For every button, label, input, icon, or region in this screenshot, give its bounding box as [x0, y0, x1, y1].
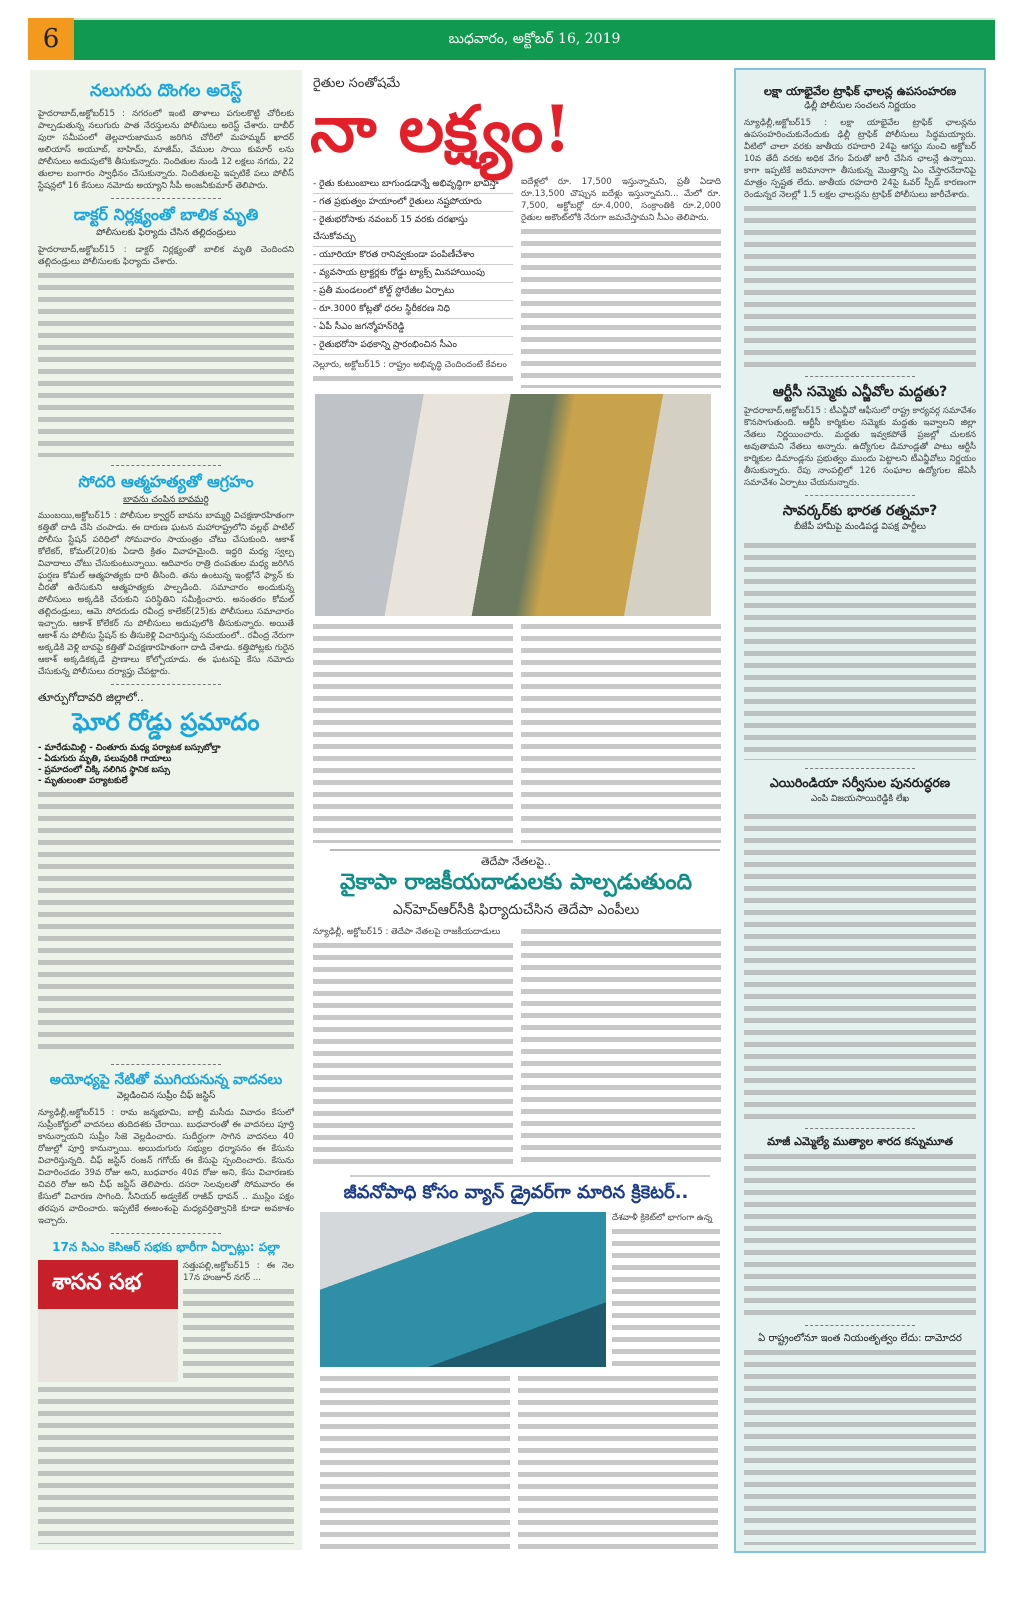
bullet-list	[38, 743, 294, 787]
lead-bullets	[313, 176, 513, 355]
divider	[350, 1175, 710, 1177]
divider	[805, 1325, 915, 1326]
story-kicker: తెదేపా నేతలపై..	[480, 854, 552, 868]
subheadline: ఎన్‌హెచ్ఆర్‌సీకి ఫిర్యాదుచేసిన తెదేపా ఎంపీలు	[392, 902, 640, 919]
story3-side-text	[612, 1212, 720, 1367]
center-column	[310, 76, 722, 1550]
divider	[805, 495, 915, 496]
article-body: హైదరాబాద్,అక్టోబర్15 : నగరంలో ఇంటి తాళాలు పగులకొట్టి చోరీలకు పాల్పడుతున్న నలుగురు పాత నేరస్తులను పోలీసులు అరెస్ట్ చేశారు. దాబీర్ పురా సమీపంలో తెల్లవారుజామున జరిగిన చోరీలో మహమ్మద్ ఖాదర్ అలియాస్ అయూబ్, బాహిమ్, మాజీమ్, వేముల సాయి కుమార్ లను పోలీసులు అదుపులోకి తీసుకున్నారు. నిందితుల నుండి 12 లక్షలు నగదు, 22 తులాల బంగారం స్వాధీనం చేసుకున్నారు. నిందితులపై ఇప్పటికే పలు పోలీస్ స్టేషన్లలో 16 కేసులు నమోదు అయ్యాని సీపీ అంజనీకుమార్ తెలిపారు.	[38, 109, 294, 192]
page-date: బుధవారం, అక్టోబర్ 16, 2019	[448, 31, 621, 47]
headline-kcr-meeting: 17న సిఎం కెసిఆర్ సభకు భారీగా ఏర్పాట్లు: పల్లా	[52, 1239, 280, 1254]
headline-former-mla: మాజీ ఎమ్మెల్యే ముత్యాల శారద కన్నుమూత	[767, 1135, 953, 1148]
article-text-lines	[744, 540, 976, 760]
article-body: హైదరాబాద్,అక్టోబర్15 : డాక్టర్ నిర్లక్ష్యంతో బాలిక మృతి చెందిందని తల్లిదండ్రులు పోలీసులకు ఫిర్యాదు చేశారు.	[38, 244, 294, 267]
divider	[805, 768, 915, 769]
lead-kicker: రైతుల సంతోషమే	[313, 76, 401, 91]
divider	[330, 849, 720, 851]
bullet-item: - యూరియా కొరత రానివ్వకుండా పంపిణీచేశాం	[313, 247, 513, 265]
headline-sister-suicide: సోదరి ఆత్మహత్యతో ఆగ్రహం	[78, 471, 254, 491]
van-driver-photo	[320, 1212, 606, 1367]
headline-ycp-attacks: వైకాపా రాజకీయదాడులకు పాల్పడుతుంది	[339, 869, 693, 895]
headline-damodara: ఏ రాష్ట్రంలోనూ ఇంత నియంతృత్వం లేదు: దామోదర	[758, 1332, 962, 1344]
headline-rtc-strike: ఆర్టీసీ సమ్మెకు ఎన్జీవోల మద్దతు?	[772, 383, 948, 400]
article-text-lines	[313, 940, 513, 1169]
kicker: తూర్పుగోదావరి జిల్లాలో..	[38, 691, 144, 705]
subheadline: వెల్లడించిన సుప్రీం చీఫ్ జస్టిస్	[116, 1091, 216, 1102]
subheadline: బీజేపీ హామీపై మండిపడ్డ విపక్ష పార్టీలు	[794, 522, 926, 533]
bullet-item: - గత ప్రభుత్వం హయాంలో రైతులు నష్టపోయారు	[313, 194, 513, 212]
lead-left-half	[313, 176, 513, 388]
article-body: న్యూఢిల్లీ,అక్టోబర్15 : లక్షా యాభైవేల ట్రాఫిక్ ఛాలన్లను ఉపసంహరించుకునేందుకు ఢిల్లీ ట్రాఫిక్ పోలీసులు సిద్ధమయ్యారు. వీటిలో చాలా వరకు జాతీయ రహదారి 24పై ఆగస్టు నుంచి అక్టోబర్ 10వ తేదీ వరకు అధిక వేగం పేరుతో జారీ చేసిన ఛాలన్లే ఉన్నాయి. కాగా ఇప్పటికే జరిమానాగా తీసుకున్న మొత్తాన్ని ఏం చేస్తారనేదానిపై మాత్రం స్పష్టత లేదు. జాతీయ రహదారి 24పై ఓవర్ స్పీడ్ కారణంగా రెండున్నర నెలల్లో 1.5 లక్షల ఛాలన్లను ట్రాఫిక్ పోలీసులు జారీచేశారు.	[744, 117, 976, 200]
story3-photo-row	[320, 1212, 722, 1367]
subheadline: పోలీసులకు ఫిర్యాదు చేసిన తల్లిదండ్రులు	[96, 227, 236, 238]
left-column	[30, 70, 302, 1550]
divider	[111, 1233, 221, 1234]
lead-article-body: ఐదేళ్లలో రూ. 17,500 ఇస్తున్నామని, ప్రతీ ఏడాది రూ.13,500 చొప్పున ఐదేళ్లు ఇస్తున్నామని... మేలో రూ. 7,500, అక్టోబర్లో రూ.4,000, సంక్రాంతికి రూ.2,000 రైతుల అకౌంట్‌లోకి నేరుగా జమచేస్తామని సీఎం తెలిపారు.	[521, 177, 721, 224]
bullet-item: - ప్రమాదంలో చిక్కి నలిగిన స్థానిక బస్సు	[38, 764, 171, 775]
bullet-item: - మారేడుమిల్లి - చింతూరు మధ్య పర్యాటక బస్సుబోల్తా	[38, 742, 221, 753]
bullet-item: - రూ.3000 కోట్లతో ధరల స్థిరీకరణ నిధి	[313, 301, 513, 319]
headline-cricketer-van-driver: జీవనోపాధి కోసం వ్యాన్ డ్రైవర్‌గా మారిన క్రికెటర్..	[343, 1181, 689, 1203]
article-text-lines	[744, 1347, 976, 1545]
bullet-item: - ఏపీ సీఎం జగన్మోహన్‌రెడ్డి	[313, 319, 513, 337]
lead-body-row	[310, 621, 722, 842]
article-text-lines	[38, 789, 294, 1057]
kcr-meeting-photo	[38, 1260, 178, 1382]
headline-ayodhya: అయోధ్యపై నేటితో ముగియనున్న వాదనలు	[49, 1072, 283, 1089]
article-body: హైదరాబాద్,అక్టోబర్15 : టీఎన్జీవో ఆఫీసులో రాష్ట్ర కార్యవర్గ సమావేశం కొనసాగుతుంది. ఆర్టీసీ కార్మికుల సమ్మెకు మద్దతు ఇవ్వాలని జిల్లా నేతలు నిర్ణయించారు. మద్దతు ఇవ్వకపోతే ప్రజల్లో చులకన అవుతామని నేతలు అన్నారు. ఉద్యోగుల డిమాండ్లతో పాటు ఆర్టీసీ కార్మికుల డిమాండ్లను ప్రభుత్వం ముందు పెట్టాలని టీఎన్జీవోలు నిర్ణయం తీసుకున్నారు. రేపు నాంపల్లిలో 126 సంఘాల ఉద్యోగుల జేఏసీ సమావేశం ఏర్పాటు చేయనున్నారు.	[744, 406, 976, 489]
article-body: సత్తుపల్లి,అక్టోబర్15 : ఈ నెల 17న హుజూర్ నగర్ ...	[183, 1260, 294, 1283]
lead-top-row	[310, 176, 722, 388]
bullet-item: - ఏడుగురు మృతి, పలువురికి గాయాలు	[38, 753, 172, 764]
article-text-lines	[313, 621, 513, 842]
cm-statue-photo	[315, 394, 711, 616]
right-column	[734, 68, 986, 1553]
subheadline: ఢిల్లీ పోలీసుల సంచలన నిర్ణయం	[804, 100, 916, 111]
article-text-lines	[744, 1151, 976, 1316]
divider	[805, 376, 915, 377]
page-number: 6	[28, 18, 74, 60]
article-text-lines	[521, 621, 721, 842]
headline-air-india: ఎయిరిండియా సర్వీసుల పునరుద్ధరణ	[769, 775, 951, 791]
article-dateline: న్యూఢిల్లీ, అక్టోబర్15 : తెదేపా నేతలపై రాజకీయదాడులు	[313, 926, 501, 937]
headline-road-accident: ఘోర రోడ్డు ప్రమాదం	[72, 708, 260, 737]
headline-traffic-challans: లక్షా యాభైవేల ట్రాఫిక్ ఛాలన్ల ఉపసంహరణ	[763, 84, 957, 98]
kcr-article-row	[38, 1260, 294, 1382]
article-text-lines	[612, 1226, 720, 1367]
article-text-lines	[744, 203, 976, 368]
article-text-lines	[518, 1373, 718, 1550]
divider	[111, 684, 221, 685]
article-text-lines	[183, 1286, 294, 1382]
lead-headline: నా లక్ష్యం!	[310, 91, 572, 167]
photo-banner-text: శాసన సభ	[52, 1269, 142, 1295]
divider	[111, 465, 221, 466]
subheadline: ఎంపి విజయసాయిరెడ్డికి లేఖ	[810, 793, 910, 804]
article-text-lines	[313, 373, 513, 388]
article-text-lines	[521, 926, 721, 1169]
article-text-lines	[38, 1384, 294, 1545]
article-text-lines	[744, 811, 976, 1120]
bullet-item: - రైతుభరోసా పథకాన్ని ప్రారంభించిన సీఎం	[313, 337, 513, 355]
article-text-lines	[320, 1373, 510, 1550]
article-body: న్యూఢిల్లీ,అక్టోబర్15 : రామ జన్మభూమి, బాబ్రీ మసీదు వివాదం కేసులో సుప్రీంకోర్టులో వాదనలు తుదిదశకు చేరాయి. బుధవారంతో ఈ వాదనలు పూర్తి కానున్నాయని సుప్రీం సిజె వెల్లడించారు. సుదీర్ఘంగా సాగిన వాదనలు 40 రోజుల్లో పూర్తి కానున్నాయి. అయిదుగురు సభ్యుల ధర్మాసనం ఈ కేసును విచారిస్తున్నది. చీఫ్ జస్టిస్ రంజన్ గగోయ్ ఈ కేసుపై స్పందించారు. కేసును విచారించడం 39వ రోజు అని, బుధవారం 40వ రోజు అని, కేసు విచారణకు చివరి రోజు అని చీఫ్ జస్టిస్ తెలిపారు. దసరా సెలవులతో సోమవారం ఈ కేసులో విచారణ సాగింది. సీనియర్ అడ్వకేట్ రాజీవ్ ధావన్ .. ముస్లిం పక్షం తరపున వాదించారు. ఇప్పటికే ఈఅంశంపై మధ్యవర్తిత్వానికి కూడా అవకాశం ఇచ్చారు.	[38, 1107, 294, 1226]
headline-girl-death: డాక్టర్ నిర్లక్ష్యంతో బాలిక మృతి	[73, 205, 259, 225]
bullet-item: - రైతు కుటుంబాలు బాగుండడాన్నే అభివృద్ధిగా భావిస్తా	[313, 176, 513, 194]
divider	[111, 1064, 221, 1065]
subheadline: బావను చంపిన బావమర్ది	[123, 494, 209, 505]
kcr-article-text	[183, 1260, 294, 1382]
article-text-lines	[521, 226, 721, 388]
story2-body-row	[310, 926, 722, 1169]
article-body: ముంబయి,అక్టోబర్15 : పోలీసుల క్వార్టర్ బావను బామ్మర్ది విచక్షణారహితంగా కత్తితో దాడి చేసి చంపాడు. ఈ దారుణ ఘటన మహారాష్ట్రలోని వల్లభ్ పాటిల్ పోలీసు స్టేషన్ పరిధిలో సోమవారం సాయంత్రం చోటు చేసుకుంది. ఆకాశ్ కోలేకర్, కోమల్(20)కు ఏడాది క్రితం వివాహమైంది. ఇద్దరి మధ్య స్వల్ప వివాదాలు చోటు చేసుకుంటున్నాయి. ఆదివారం రాత్రి దంపతుల మధ్య జరిగిన ఘర్షణ కోమల్ ఆత్మహత్యకు దారి తీసింది. తను ఉంటున్న ఇంట్లోనే ఫ్యాన్ కు చీరతో ఉరేసుకుని ఆత్మహత్యకు పాల్పడింది. సమాచారం అందుకున్న పోలీసులు అక్కడికి చేరుకుని పరిస్థితిని సమీక్షించారు. అనంతరం కోమల్ తల్లిదండ్రులు, ఆమె సోదరుడు రవీంద్ర కాలేకర్(25)కు పోలీసులు సమాచారం ఇచ్చారు. ఆకాశ్ కోలేకర్ ను పోలీసులు అదుపులోకి తీసుకున్నారు. అయితే ఆకాశ్ ను పోలీసు స్టేషన్ కు తీసుకెళ్లి విచారిస్తున్న సమయంలో.. రవీంద్ర నేరుగా అక్కడికి వెళ్లి బావపై కత్తితో విచక్షణారహితంగా దాడి చేశాడు. కత్తిపోట్లకు గురైన ఆకాశ్ అక్కడికక్కడే ప్రాణాలు కోల్పోయాడు. ఈ ఘటనపై కేసు నమోదు చేసుకున్న పోలీసులు దర్యాప్తు చేపట్టారు.	[38, 511, 294, 678]
divider	[111, 198, 221, 199]
bullet-item: - వ్యవసాయ ట్రాక్టర్లకు రోడ్డు ట్యాక్స్ మినహాయింపు	[313, 265, 513, 283]
bullet-item: - మృతులంతా పర్యాటకులే	[38, 775, 128, 786]
bullet-item: - ప్రతీ మండలంలో కోల్డ్ స్టోరేజీల ఏర్పాటు	[313, 283, 513, 301]
story2-left-half	[313, 926, 513, 1169]
article-dateline: దేశవాళీ క్రికెట్‌లో భాగంగా ఉన్న	[612, 1213, 713, 1224]
article-text-lines	[38, 270, 294, 457]
story3-body-row	[320, 1373, 722, 1550]
bullet-item: - రైతుభరోసాకు నవంబర్ 15 వరకు దరఖాస్తు చేసుకోవచ్చు	[313, 212, 513, 247]
lead-dateline: నెల్లూరు, అక్టోబర్15 : రాష్ట్రం అభివృద్ధి చెందిందంటే కేవలం	[313, 360, 507, 371]
headline-savarkar: సావర్కర్‌కు భారత రత్నమా?	[782, 503, 938, 520]
divider	[805, 1128, 915, 1129]
headline-thieves-arrest: నలుగురు దొంగల అరెస్ట్	[89, 81, 243, 101]
lead-right-half	[521, 176, 721, 388]
